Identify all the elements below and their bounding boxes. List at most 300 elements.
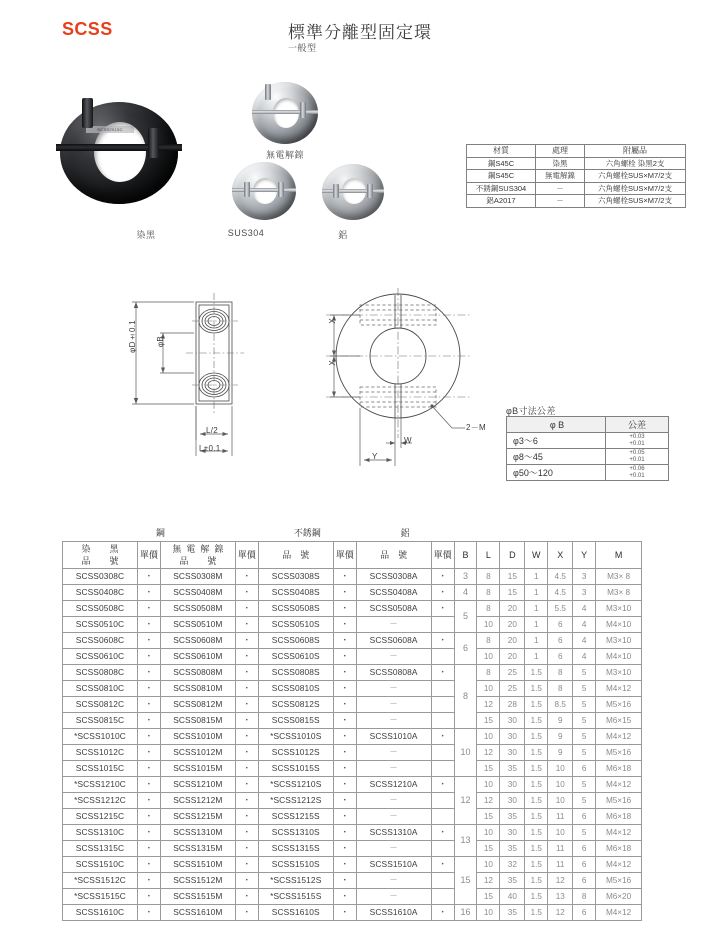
dim-cell-M: M6×18 xyxy=(596,841,642,857)
part-number-aluminium: － xyxy=(356,649,431,665)
dim-cell-W: 1.5 xyxy=(525,665,548,681)
engineering-drawings xyxy=(0,288,500,493)
parts-table-row[interactable] xyxy=(63,649,642,665)
dim-cell-M: M3×10 xyxy=(596,633,642,649)
dim-cell-B: 12 xyxy=(454,777,477,825)
dim-cell-M: M6×18 xyxy=(596,761,642,777)
dim-cell-W: 1.5 xyxy=(525,745,548,761)
part-number-black-oxide: *SCSS1010C xyxy=(63,729,138,745)
star-marker-icon: * xyxy=(74,795,78,805)
dim-l: L±0.1 xyxy=(199,444,221,453)
price-aluminium: ・ xyxy=(431,601,454,617)
parts-group-header-row xyxy=(63,526,642,542)
col-header-price-1: 單價 xyxy=(137,542,160,569)
price-black-oxide: ・ xyxy=(137,681,160,697)
price-black-oxide: ・ xyxy=(137,761,160,777)
dim-cell-B: 5 xyxy=(454,601,477,633)
dim-cell-D: 20 xyxy=(500,649,525,665)
treatment-cell: － xyxy=(536,182,585,194)
part-number-stainless: SCSS0812S xyxy=(258,697,333,713)
part-number-aluminium: － xyxy=(356,713,431,729)
dim-cell-Y: 5 xyxy=(573,665,596,681)
price-aluminium: ・ xyxy=(431,777,454,793)
part-number-nickel: SCSS0815M xyxy=(160,713,235,729)
part-number-stainless: *SCSS1210S xyxy=(258,777,333,793)
price-aluminium xyxy=(431,793,454,809)
group-header-spacer xyxy=(454,526,641,542)
price-black-oxide: ・ xyxy=(137,617,160,633)
dim-cell-D: 15 xyxy=(500,585,525,601)
accessory-cell: 六角螺栓 染黑2支 xyxy=(585,158,686,170)
price-nickel: ・ xyxy=(235,729,258,745)
part-number-nickel: SCSS0510M xyxy=(160,617,235,633)
dim-cell-M: M4×12 xyxy=(596,729,642,745)
treatment-col-header: 處理 xyxy=(536,145,585,158)
price-nickel: ・ xyxy=(235,681,258,697)
dim-cell-X: 13 xyxy=(548,889,573,905)
dim-cell-X: 4.5 xyxy=(548,585,573,601)
dim-cell-W: 1 xyxy=(525,585,548,601)
tolerance-range-cell: φ50～120 xyxy=(507,465,606,481)
dim-cell-D: 35 xyxy=(500,873,525,889)
caption-sus304: SUS304 xyxy=(227,228,265,238)
dim-cell-L: 8 xyxy=(477,633,500,649)
part-number-stainless: SCSS1610S xyxy=(258,905,333,921)
product-photo-sus304 xyxy=(232,160,298,222)
part-number-nickel: SCSS0808M xyxy=(160,665,235,681)
dim-cell-W: 1.5 xyxy=(525,841,548,857)
photo-etch-label: SCSS2015C xyxy=(86,126,134,133)
star-marker-icon: * xyxy=(270,891,274,901)
parts-table-row[interactable] xyxy=(63,713,642,729)
price-aluminium xyxy=(431,809,454,825)
parts-table-row[interactable] xyxy=(63,601,642,617)
col-header-black-oxide-line1: 染 黑 xyxy=(81,544,124,554)
price-stainless: ・ xyxy=(333,569,356,585)
price-aluminium xyxy=(431,649,454,665)
parts-table-row[interactable] xyxy=(63,777,642,793)
caption-electroless-nickel: 無電解鎳 xyxy=(265,150,304,160)
material-table-row xyxy=(467,182,686,194)
tolerance-table xyxy=(506,416,669,481)
part-number-aluminium: SCSS1310A xyxy=(356,825,431,841)
part-number-stainless: SCSS0510S xyxy=(258,617,333,633)
tolerance-range-cell: φ8～45 xyxy=(507,449,606,465)
dim-x-upper: X xyxy=(328,318,337,324)
part-number-stainless: SCSS0608S xyxy=(258,633,333,649)
col-header-X: X xyxy=(548,542,573,569)
price-stainless: ・ xyxy=(333,713,356,729)
price-nickel: ・ xyxy=(235,569,258,585)
col-header-nickel-pn xyxy=(160,542,235,569)
part-number-nickel: SCSS0810M xyxy=(160,681,235,697)
caption-aluminium: 鋁 xyxy=(338,230,348,240)
col-header-D: D xyxy=(500,542,525,569)
price-nickel: ・ xyxy=(235,601,258,617)
col-header-nickel-line1: 無電解鎳 xyxy=(172,544,229,554)
price-black-oxide: ・ xyxy=(137,889,160,905)
part-number-stainless: SCSS0815S xyxy=(258,713,333,729)
price-aluminium: ・ xyxy=(431,825,454,841)
dim-cell-L: 10 xyxy=(477,649,500,665)
dim-cell-X: 9 xyxy=(548,745,573,761)
dim-cell-Y: 5 xyxy=(573,745,596,761)
price-stainless: ・ xyxy=(333,617,356,633)
part-number-stainless: SCSS1215S xyxy=(258,809,333,825)
price-nickel: ・ xyxy=(235,777,258,793)
tolerance-phib-header: φ B xyxy=(507,417,606,433)
dim-cell-W: 1.5 xyxy=(525,761,548,777)
parts-table-row[interactable] xyxy=(63,633,642,649)
price-stainless: ・ xyxy=(333,729,356,745)
price-black-oxide: ・ xyxy=(137,633,160,649)
price-nickel: ・ xyxy=(235,905,258,921)
parts-table-row[interactable] xyxy=(63,569,642,585)
product-photo-black-oxide xyxy=(56,92,184,210)
dim-cell-D: 30 xyxy=(500,777,525,793)
part-number-black-oxide: SCSS1510C xyxy=(63,857,138,873)
dim-cell-D: 30 xyxy=(500,825,525,841)
price-aluminium xyxy=(431,681,454,697)
part-number-aluminium: － xyxy=(356,793,431,809)
dim-cell-M: M4×12 xyxy=(596,857,642,873)
dim-cell-Y: 5 xyxy=(573,777,596,793)
tolerance-lower: +0.01 xyxy=(629,456,645,463)
dim-cell-Y: 6 xyxy=(573,905,596,921)
part-number-nickel: SCSS1215M xyxy=(160,809,235,825)
dim-cell-Y: 6 xyxy=(573,857,596,873)
part-number-black-oxide: SCSS0810C xyxy=(63,681,138,697)
price-stainless: ・ xyxy=(333,633,356,649)
dim-cell-L: 12 xyxy=(477,697,500,713)
accessory-cell: 六角螺栓SUS×M7/2支 xyxy=(585,195,686,207)
price-black-oxide: ・ xyxy=(137,569,160,585)
price-aluminium xyxy=(431,841,454,857)
parts-table-row[interactable] xyxy=(63,857,642,873)
material-spec-table xyxy=(466,144,686,208)
part-number-black-oxide: *SCSS1212C xyxy=(63,793,138,809)
part-number-stainless: *SCSS1512S xyxy=(258,873,333,889)
part-number-aluminium: － xyxy=(356,745,431,761)
dim-cell-B: 10 xyxy=(454,729,477,777)
tolerance-upper: +0.05 xyxy=(629,450,645,457)
dim-cell-D: 30 xyxy=(500,745,525,761)
dim-cell-W: 1.5 xyxy=(525,889,548,905)
part-number-black-oxide: SCSS0808C xyxy=(63,665,138,681)
price-nickel: ・ xyxy=(235,649,258,665)
dim-cell-X: 5.5 xyxy=(548,601,573,617)
parts-table-row[interactable] xyxy=(63,809,642,825)
price-black-oxide: ・ xyxy=(137,697,160,713)
accessory-col-header: 附屬品 xyxy=(585,145,686,158)
page-subtitle: 一般型 xyxy=(288,43,317,53)
price-aluminium xyxy=(431,761,454,777)
dim-cell-M: M3×10 xyxy=(596,665,642,681)
dim-cell-W: 1 xyxy=(525,617,548,633)
dim-cell-M: M5×16 xyxy=(596,745,642,761)
part-number-aluminium: － xyxy=(356,809,431,825)
parts-table-row[interactable] xyxy=(63,665,642,681)
star-marker-icon: * xyxy=(270,795,274,805)
price-nickel: ・ xyxy=(235,697,258,713)
price-stainless: ・ xyxy=(333,697,356,713)
part-number-black-oxide: SCSS1015C xyxy=(63,761,138,777)
price-black-oxide: ・ xyxy=(137,905,160,921)
dim-cell-L: 10 xyxy=(477,681,500,697)
part-number-nickel: SCSS0308M xyxy=(160,569,235,585)
dim-cell-Y: 4 xyxy=(573,633,596,649)
price-stainless: ・ xyxy=(333,889,356,905)
dim-cell-Y: 4 xyxy=(573,649,596,665)
caption-black-oxide: 染黑 xyxy=(136,230,156,240)
parts-table-row[interactable] xyxy=(63,873,642,889)
tolerance-lower: +0.01 xyxy=(629,472,645,479)
group-header-aluminium: 鋁 xyxy=(356,526,454,542)
price-aluminium xyxy=(431,889,454,905)
dim-cell-X: 8.5 xyxy=(548,697,573,713)
tolerance-range-cell: φ3～6 xyxy=(507,433,606,449)
dim-w: W xyxy=(404,436,412,445)
star-marker-icon: * xyxy=(74,731,78,741)
dim-cell-Y: 6 xyxy=(573,809,596,825)
price-nickel: ・ xyxy=(235,825,258,841)
accessory-cell: 六角螺栓SUS×M7/2支 xyxy=(585,182,686,194)
part-number-nickel: SCSS1510M xyxy=(160,857,235,873)
part-number-black-oxide: SCSS0608C xyxy=(63,633,138,649)
part-number-black-oxide: *SCSS1515C xyxy=(63,889,138,905)
tolerance-upper: +0.03 xyxy=(629,434,645,441)
parts-table-row[interactable] xyxy=(63,617,642,633)
parts-table-row[interactable] xyxy=(63,761,642,777)
part-number-black-oxide: SCSS0812C xyxy=(63,697,138,713)
dim-cell-Y: 5 xyxy=(573,825,596,841)
tolerance-table-title: φB寸法公差 xyxy=(506,406,556,416)
dim-cell-B: 6 xyxy=(454,633,477,665)
parts-table-row[interactable] xyxy=(63,585,642,601)
dim-cell-X: 6 xyxy=(548,633,573,649)
dim-cell-B: 8 xyxy=(454,665,477,729)
product-photo-electroless-nickel xyxy=(252,80,320,146)
price-black-oxide: ・ xyxy=(137,729,160,745)
material-table-row xyxy=(467,158,686,170)
price-stainless: ・ xyxy=(333,745,356,761)
dim-cell-M: M6×20 xyxy=(596,889,642,905)
tolerance-upper: +0.06 xyxy=(629,466,645,473)
price-black-oxide: ・ xyxy=(137,809,160,825)
price-black-oxide: ・ xyxy=(137,873,160,889)
price-aluminium xyxy=(431,697,454,713)
dim-cell-Y: 6 xyxy=(573,873,596,889)
part-number-black-oxide: SCSS0815C xyxy=(63,713,138,729)
part-number-nickel: SCSS1212M xyxy=(160,793,235,809)
tolerance-value-cell xyxy=(606,449,669,465)
part-number-stainless: SCSS1015S xyxy=(258,761,333,777)
dim-cell-X: 8 xyxy=(548,681,573,697)
price-stainless: ・ xyxy=(333,761,356,777)
dim-cell-L: 12 xyxy=(477,873,500,889)
price-stainless: ・ xyxy=(333,809,356,825)
material-table-header-row xyxy=(467,145,686,158)
price-black-oxide: ・ xyxy=(137,825,160,841)
part-number-nickel: SCSS0608M xyxy=(160,633,235,649)
price-nickel: ・ xyxy=(235,633,258,649)
price-nickel: ・ xyxy=(235,745,258,761)
dim-cell-D: 30 xyxy=(500,713,525,729)
dim-cell-W: 1.5 xyxy=(525,777,548,793)
parts-table xyxy=(62,526,642,921)
price-stainless: ・ xyxy=(333,793,356,809)
part-number-aluminium: SCSS1210A xyxy=(356,777,431,793)
part-number-aluminium: － xyxy=(356,681,431,697)
dim-cell-X: 10 xyxy=(548,825,573,841)
part-number-black-oxide: SCSS1310C xyxy=(63,825,138,841)
dim-cell-L: 10 xyxy=(477,825,500,841)
part-number-aluminium: SCSS0408A xyxy=(356,585,431,601)
dim-cell-M: M3× 8 xyxy=(596,569,642,585)
group-header-stainless: 不銹鋼 xyxy=(258,526,356,542)
price-aluminium xyxy=(431,617,454,633)
dim-cell-W: 1.5 xyxy=(525,697,548,713)
parts-table-row[interactable] xyxy=(63,745,642,761)
dim-cell-M: M4×12 xyxy=(596,825,642,841)
dim-x-lower: X xyxy=(328,360,337,366)
dim-cell-W: 1 xyxy=(525,569,548,585)
part-number-nickel: SCSS0508M xyxy=(160,601,235,617)
part-number-aluminium: － xyxy=(356,889,431,905)
tolerance-row xyxy=(507,449,669,465)
part-number-aluminium: － xyxy=(356,873,431,889)
dim-cell-Y: 5 xyxy=(573,729,596,745)
part-number-nickel: SCSS0610M xyxy=(160,649,235,665)
dim-cell-L: 15 xyxy=(477,841,500,857)
part-number-aluminium: SCSS0808A xyxy=(356,665,431,681)
dim-cell-W: 1 xyxy=(525,649,548,665)
parts-table-row[interactable] xyxy=(63,793,642,809)
price-aluminium: ・ xyxy=(431,585,454,601)
dim-cell-W: 1.5 xyxy=(525,793,548,809)
part-number-aluminium: － xyxy=(356,697,431,713)
material-table-row xyxy=(467,195,686,207)
dim-cell-W: 1.5 xyxy=(525,825,548,841)
group-header-steel: 鋼 xyxy=(63,526,259,542)
col-header-price-2: 單價 xyxy=(235,542,258,569)
col-header-sus-pn: 品 號 xyxy=(258,542,333,569)
dim-cell-D: 35 xyxy=(500,841,525,857)
dim-cell-Y: 5 xyxy=(573,681,596,697)
part-number-nickel: SCSS1515M xyxy=(160,889,235,905)
dim-cell-D: 25 xyxy=(500,681,525,697)
part-number-stainless: SCSS1012S xyxy=(258,745,333,761)
dim-cell-L: 10 xyxy=(477,729,500,745)
part-number-nickel: SCSS0408M xyxy=(160,585,235,601)
dim-cell-W: 1.5 xyxy=(525,857,548,873)
price-aluminium: ・ xyxy=(431,857,454,873)
parts-table-row[interactable] xyxy=(63,889,642,905)
part-number-stainless: *SCSS1212S xyxy=(258,793,333,809)
part-number-aluminium: － xyxy=(356,617,431,633)
dim-2m-thread: 2－M xyxy=(466,423,487,432)
dim-cell-M: M4×12 xyxy=(596,905,642,921)
price-nickel: ・ xyxy=(235,585,258,601)
dim-cell-M: M5×16 xyxy=(596,697,642,713)
part-number-black-oxide: SCSS0408C xyxy=(63,585,138,601)
part-number-black-oxide: *SCSS1512C xyxy=(63,873,138,889)
dim-cell-X: 10 xyxy=(548,793,573,809)
dim-cell-X: 10 xyxy=(548,761,573,777)
parts-table-row[interactable] xyxy=(63,697,642,713)
part-number-black-oxide: SCSS1610C xyxy=(63,905,138,921)
dim-cell-X: 11 xyxy=(548,857,573,873)
dim-cell-X: 6 xyxy=(548,649,573,665)
part-number-nickel: SCSS1210M xyxy=(160,777,235,793)
parts-table-row[interactable] xyxy=(63,905,642,921)
part-number-black-oxide: SCSS1012C xyxy=(63,745,138,761)
price-aluminium xyxy=(431,873,454,889)
price-aluminium: ・ xyxy=(431,569,454,585)
dim-cell-Y: 3 xyxy=(573,585,596,601)
dim-cell-L: 10 xyxy=(477,905,500,921)
dim-cell-D: 30 xyxy=(500,729,525,745)
price-stainless: ・ xyxy=(333,873,356,889)
star-marker-icon: * xyxy=(74,875,78,885)
part-number-aluminium: SCSS1010A xyxy=(356,729,431,745)
star-marker-icon: * xyxy=(270,779,274,789)
dim-cell-D: 20 xyxy=(500,601,525,617)
parts-table-row[interactable] xyxy=(63,729,642,745)
dim-cell-L: 10 xyxy=(477,777,500,793)
price-aluminium: ・ xyxy=(431,729,454,745)
part-number-stainless: SCSS1510S xyxy=(258,857,333,873)
price-aluminium: ・ xyxy=(431,633,454,649)
col-header-Y: Y xyxy=(573,542,596,569)
price-nickel: ・ xyxy=(235,793,258,809)
dim-cell-D: 35 xyxy=(500,761,525,777)
dim-l-half: L/2 xyxy=(206,426,219,435)
part-number-nickel: SCSS0812M xyxy=(160,697,235,713)
dim-cell-W: 1.5 xyxy=(525,681,548,697)
dim-cell-Y: 5 xyxy=(573,713,596,729)
dim-cell-X: 9 xyxy=(548,713,573,729)
price-black-oxide: ・ xyxy=(137,665,160,681)
star-marker-icon: * xyxy=(74,779,78,789)
price-nickel: ・ xyxy=(235,809,258,825)
dim-cell-M: M6×18 xyxy=(596,809,642,825)
dim-cell-M: M6×15 xyxy=(596,713,642,729)
part-number-black-oxide: SCSS0508C xyxy=(63,601,138,617)
dim-cell-Y: 5 xyxy=(573,697,596,713)
price-black-oxide: ・ xyxy=(137,649,160,665)
tolerance-value-header: 公差 xyxy=(606,417,669,433)
parts-table-row[interactable] xyxy=(63,681,642,697)
brand-logo: SCSS xyxy=(62,19,113,39)
price-aluminium: ・ xyxy=(431,665,454,681)
price-black-oxide: ・ xyxy=(137,745,160,761)
dim-cell-W: 1.5 xyxy=(525,905,548,921)
dim-cell-X: 10 xyxy=(548,777,573,793)
part-number-nickel: SCSS1315M xyxy=(160,841,235,857)
parts-table-row[interactable] xyxy=(63,841,642,857)
dim-cell-L: 8 xyxy=(477,585,500,601)
dim-cell-M: M4×12 xyxy=(596,777,642,793)
dim-cell-B: 15 xyxy=(454,857,477,905)
dim-phi-d: φD±0.1 xyxy=(128,320,137,353)
tolerance-row xyxy=(507,433,669,449)
price-black-oxide: ・ xyxy=(137,841,160,857)
part-number-black-oxide: SCSS0510C xyxy=(63,617,138,633)
price-stainless: ・ xyxy=(333,681,356,697)
parts-table-row[interactable] xyxy=(63,825,642,841)
price-stainless: ・ xyxy=(333,825,356,841)
